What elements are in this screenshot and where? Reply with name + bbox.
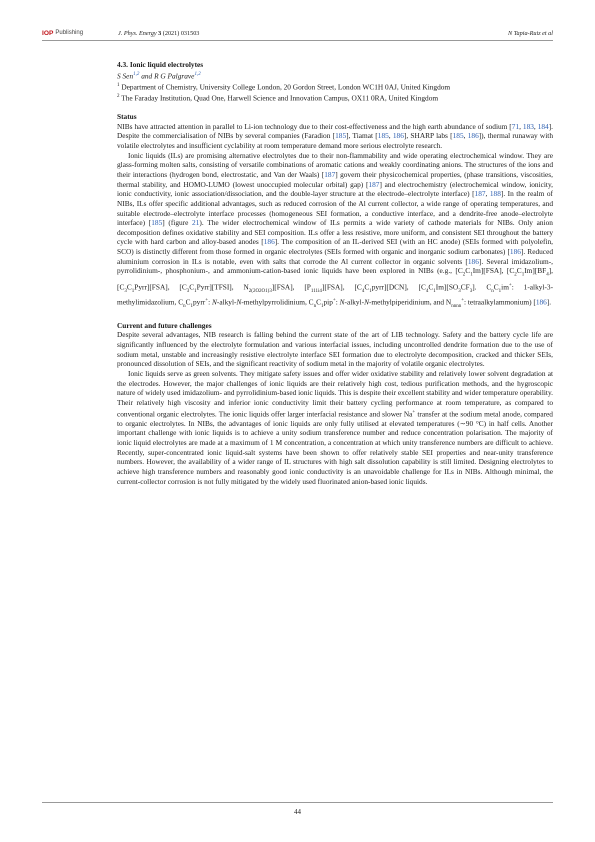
citation-link[interactable]: 185	[151, 218, 163, 228]
status-heading: Status	[117, 111, 137, 121]
affiliation-marker: 2	[117, 93, 120, 99]
citation-link[interactable]: 71	[511, 121, 520, 131]
citation-link[interactable]: 186	[509, 247, 521, 257]
author-name: R G Palgrave	[154, 71, 195, 81]
affiliation-text: The Faraday Institution, Quad One, Harwell Science and Innovation Campus, OX11 0RA, United Kingdom	[119, 93, 439, 103]
figure-link[interactable]: 21	[192, 218, 200, 228]
citation-link[interactable]: 185	[452, 131, 464, 141]
publisher-logo	[42, 30, 118, 37]
citation-link[interactable]: 183	[522, 121, 534, 131]
citation-link[interactable]: 187	[368, 179, 380, 189]
journal-name: J. Phys. Energy	[118, 29, 157, 37]
citation-link[interactable]: 186	[467, 256, 479, 266]
header-rule	[42, 40, 553, 41]
affiliation-1	[117, 81, 553, 92]
citation-link[interactable]: 187	[324, 169, 336, 179]
citation-link[interactable]: 186	[392, 131, 404, 141]
footer-rule	[42, 802, 553, 803]
citation-link[interactable]: 186	[535, 297, 547, 307]
author-affiliation-ref[interactable]: 1,2	[133, 71, 140, 77]
affiliation-2	[117, 92, 553, 103]
citation-link[interactable]: 187	[474, 189, 486, 199]
citation-link[interactable]: 184	[537, 121, 549, 131]
author-line	[117, 70, 553, 81]
citation-link[interactable]: 186	[263, 237, 275, 247]
status-paragraph: NIBs have attracted attention in parallel to Li-ion technology due to their cost-effectiveness and the high earth abundance of sodium [71, 183, 184]. Despite the commercialisation of NIBs by several companies (Faradion [185], Tiamat [185, 186], SHARP labs [185, 186]), thermal runaway with volatile electrolytes and insufficient cyclability at room temperature demand more serious electrolyte research.	[117, 121, 553, 150]
affiliation-text: Department of Chemistry, University College London, 20 Gordon Street, London WC1H 0AJ, United Kingdom	[119, 82, 451, 92]
citation-link[interactable]: 186	[467, 131, 479, 141]
journal-year-issue: (2021) 031503	[162, 29, 200, 37]
journal-citation	[118, 30, 199, 37]
page-number: 44	[294, 808, 301, 816]
affiliation-marker: 1	[117, 82, 120, 88]
status-paragraph: Ionic liquids (ILs) are promising alternative electrolytes due to their non-flammability and wide operating electrochemical window. They are glass-forming molten salts, consisting of versatile combinations of aromatic cations and weakly coordinating anions. The structures of the ions and their interactions (hydrogen bond, electrostatic, and Van der Waals) [187] govern their physicochemical properties, (phase transitions, viscosities, thermal stability, and HOMO-LUMO (lowest unoccupied molecular orbital) gap) [187] and electrochemistry (electrochemical window, ionicity, ionic conductivity, ionic association/dissociation, and the double-layer structure at the electrode–electrolyte interface) [187, 188]. In the realm of NIBs, ILs offer specific additional advantages, such as reduced corrosion of the Al current collector, a wide range of operating temperatures, and suitable electrode–electrolyte interface processes (homogeneous SEI formation, a conductive interface, and a dendrite-free anode–electrolyte interface) [185] (figure 21). The wider electrochemical window of ILs permits a wide variety of cathode materials for NIBs. Only anion decomposition defines oxidative stability and SEI composition. ILs offer a less resistive, more uniform, and consistent SEI throughout the battery cycle with hard carbon and alloy-based anodes [186]. The composition of an IL-derived SEI (with an HC anode) (SEIs formed with polyolefin, SCO) is distinctly different from those formed in organic electrolytes (SEIs formed with organic and inorganic sodium carbonates) [186]. Reduced aluminium corrosion in ILs is notable, even with salts that corrode the Al current collector in organic solvents [186]. Several imidazolium-, pyrrolidinium-, phosphonium-, and ammonium-cation-based ionic liquids have been explored in NIBs (e.g., $[C_2C_1Im][FSA]$, $[C_2C_1Im][BF_4]$, $[C_3C_1Pyrr][FSA]$, $[C_3C_1Pyrr][TFSI]$, $N_{2(2O2O1)3}][FSA]$, $[P_{111i4}][FSA]$, $[C_4C_1pyrr][DCN]$, $[C_4C_1Im][SO_3CF_3]$. $C_nC_1im^+$: 1-alkyl-3-methylimidazolium, $C_nC_1pyrr^+$: N-alkyl-N-methylpyrrolidinium, $C_nC_1pip^+$: N-alkyl-N-methylpiperidinium, and $N_{nnnn}^+$: tetraalkylammonium) [186].	[117, 150, 554, 310]
citation-link[interactable]: 185	[335, 131, 347, 141]
citation-link[interactable]: 185	[377, 131, 389, 141]
article-body	[117, 60, 553, 486]
citation-link[interactable]: 188	[489, 189, 501, 199]
section-title: 4.3. Ionic liquid electrolytes	[117, 60, 204, 69]
running-header	[42, 28, 553, 38]
challenges-paragraph: Despite several advantages, NIB research is falling behind the current state of the art of LIB technology. Safety and the battery cycle life are significantly influenced by the electrolyte formulation and various interfacial issues, including uncontrolled dendrite formation due to the use of sodium metal, unstable and increasingly resistive electrolyte interface SEI formation due to electrolyte decomposition, cracked and thicker SEIs, pronounced dissolution of SEIs, and the significant reactivity of sodium metal in the majority of volatile organic electrolytes.	[117, 330, 553, 369]
journal-volume: 3	[158, 29, 162, 37]
author-name: S Sen	[117, 71, 134, 81]
author-conjunction: and	[139, 71, 155, 81]
running-author: N Tapia-Ruiz et al	[508, 29, 553, 37]
author-affiliation-ref[interactable]: 1,2	[194, 71, 201, 77]
publishing-text: Publishing	[55, 30, 84, 36]
challenges-heading: Current and future challenges	[117, 320, 212, 330]
challenges-paragraph: Ionic liquids serve as green solvents. They mitigate safety issues and offer wider oxidative stability and relatively lower solvent degradation at the electrodes. However, the major challenges of ionic liquids are their relatively high cost, tedious purification methods, and the hygroscopic nature of widely used imidazolium- and pyrrolidinium-based ionic liquids. This is despite their excellent stability and wider temperature operability. Their relatively high viscosity and inferior ionic conductivity limit their battery cycling performance at room temperature, as compared to conventional organic electrolytes. The ionic liquids offer larger interfacial resistance and slower Na+ transfer at the sodium metal anode, compared to organic electrolytes. In NIBs, the advantages of ionic liquids are only fully utilised at elevated temperatures (∼90 °C) in half cells. Another important challenge with ionic liquids is to achieve a unity sodium transference number and reduce concentration polarisation. The majority of ionic liquid electrolytes are made at a maximum of 1 M concentration, a concentration at which unity transference numbers are difficult to achieve. Recently, super-concentrated ionic liquid-salt systems have been shown to offer relatively stable SEI properties and near-unity transference numbers. However, the availability of a wider range of IL structures with high salt dissolution capability is still limited. Designing electrolytes to achieve high transference numbers and reasonably good ionic conductivity is an unavoidable challenge for ILs in NIBs. Although minimal, the current-collector corrosion is not fully mitigated by the widely used fluorinated anion-based ionic liquids.	[117, 368, 553, 486]
iop-logo-text: IOP	[42, 29, 54, 37]
